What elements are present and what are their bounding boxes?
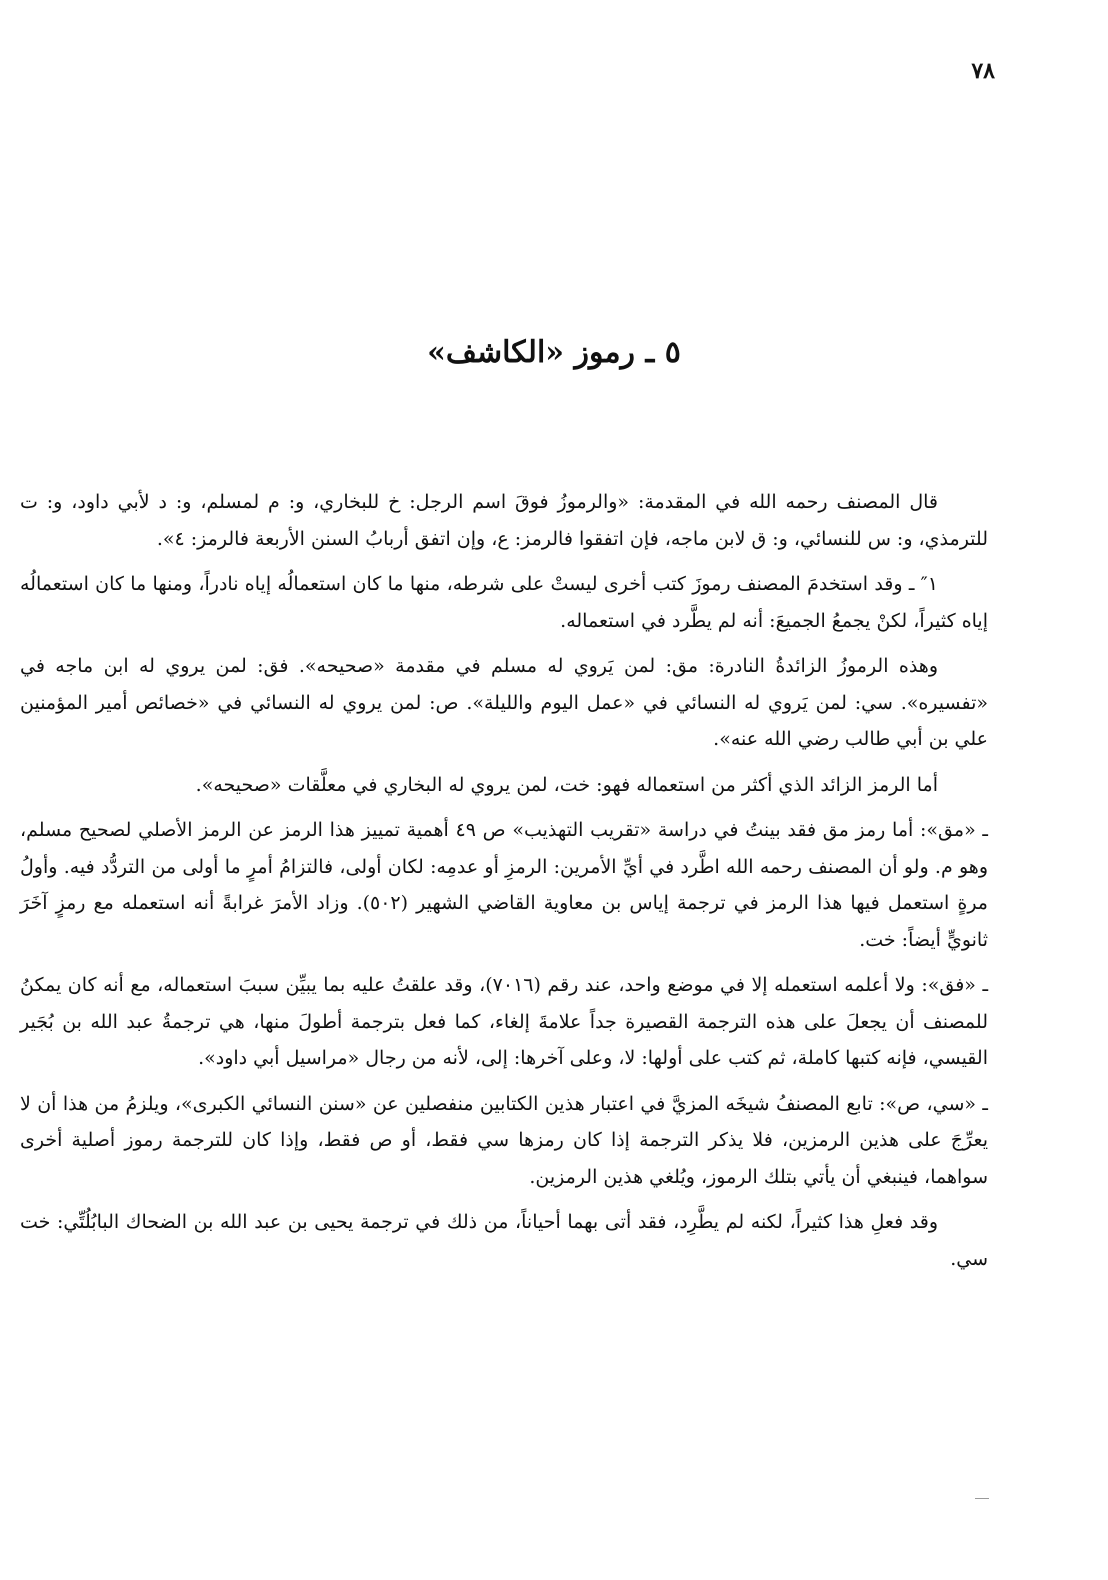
paragraph-rare-symbols: وهذه الرموزُ الزائدةُ النادرة: مق: لمن يَروي له مسلم في مقدمة «صحيحه». فق: لمن يروي له ابن ماجه في «تفسيره». سي: لمن يَروي له النسائي في «عمل اليوم والليلة». ص: لمن يروي له النسائي في «خصائص أمير المؤمنين علي بن أبي طالب رضي الله عنه».	[20, 655, 988, 750]
bottom-rule	[975, 1498, 989, 1499]
paragraph-intro: قال المصنف رحمه الله في المقدمة: «والرموزُ فوقَ اسم الرجل: خ للبخاري، و: م لمسلم، و: د لأبي داود، و: ت للترمذي، و: س للنسائي، و: ق لابن ماجه، فإن اتفقوا فالرمز: ع، وإن اتفق أربابُ السنن الأربعة فالرمز: ٤».	[20, 491, 988, 550]
page-number: ٧٨	[971, 58, 995, 84]
paragraph-extra-symbols: ١″ ـ وقد استخدمَ المصنف رموزَ كتب أخرى ليستْ على شرطه، منها ما كان استعمالُه إياه نادراً، ومنها ما كان استعمالُه إياه كثيراً، لكنْ يجمعُ الجميعَ: أنه لم يطَّرد في استعماله.	[20, 573, 988, 632]
body-text	[20, 484, 988, 1286]
paragraph-si-sad: ـ «سي، ص»: تابع المصنفُ شيخَه المزيَّ في اعتبار هذين الكتابين منفصلين عن «سنن النسائي الكبرى»، ويلزمُ من هذا أن لا يعرِّجَ على هذين الرمزين، فلا يذكر الترجمة إذا كان رمزها سي فقط، أو ص فقط، وإذا كان للترجمة رموز أصلية أخرى سواهما، فينبغي أن يأتي بتلك الرموز، ويُلغي هذين الرمزين.	[20, 1092, 988, 1188]
paragraph-muq: ـ «مق»: أما رمز مق فقد بينتُ في دراسة «تقريب التهذيب» ص ٤٩ أهمية تمييز هذا الرمز عن الرمز الأصلي لصحيح مسلم، وهو م. ولو أن المصنف رحمه الله اطَّرد في أيِّ الأمرين: الرمزِ أو عدمِه: لكان أولى، فالتزامُ أمرٍ ما أولى من التردُّد فيه. وأولُ مرةٍ استعمل فيها هذا الرمز في ترجمة إياس بن معاوية القاضي الشهير (٥٠٢). وزاد الأمرَ غرابةً أنه استعمله مع رمزٍ آخَرَ ثانويٍّ أيضاً: خت.	[20, 819, 988, 951]
paragraph-frequent-symbol: أما الرمز الزائد الذي أكثر من استعماله فهو: خت، لمن يروي له البخاري في معلَّقات «صحيحه».	[195, 773, 938, 796]
paragraph-fuq: ـ «فق»: ولا أعلمه استعمله إلا في موضع واحد، عند رقم (٧٠١٦)، وقد علقتُ عليه بما يبيِّن سببَ استعماله، مع أنه كان يمكنُ للمصنف أن يجعلَ على هذه الترجمة القصيرة جداً علامةَ إلغاء، كما فعل بترجمة أطولَ منها، هي ترجمةُ عبد الله بن بُجَير القيسي، فإنه كتبها كاملة، ثم كتب على أولها: لا، وعلى آخرها: إلى، لأنه من رجال «مراسيل أبي داود».	[20, 974, 989, 1069]
chapter-title: ٥ ـ رموز «الكاشف»	[427, 335, 681, 370]
paragraph-closing: وقد فعلِ هذا كثيراً، لكنه لم يطَّرِد، فقد أتى بهما أحياناً، من ذلك في ترجمة يحيى بن عبد الله بن الضحاك البابُلُتِّي: خت سي.	[20, 1211, 988, 1270]
